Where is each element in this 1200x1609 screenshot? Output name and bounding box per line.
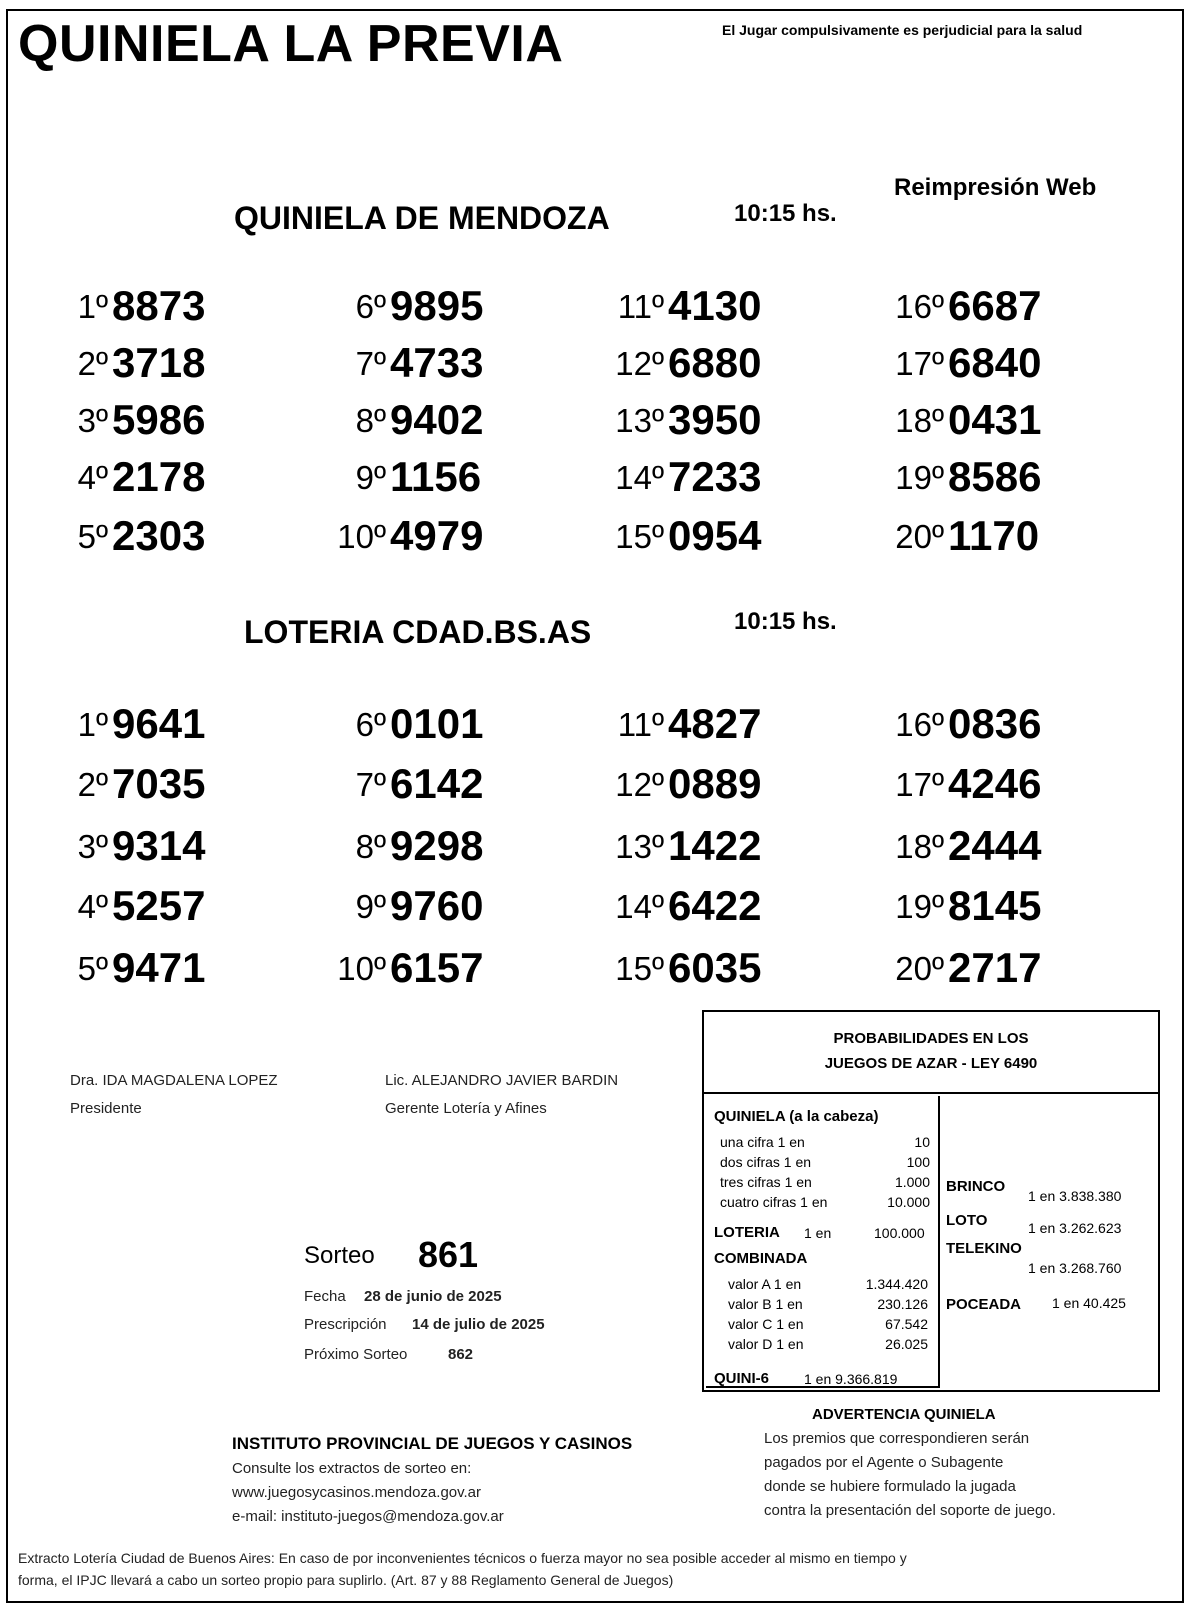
prescripcion-value: 14 de julio de 2025 bbox=[412, 1316, 545, 1333]
prob-row-value: 1.000 bbox=[894, 1174, 930, 1190]
result-number: 9895 bbox=[390, 282, 484, 329]
prob-row-value: 1.344.420 bbox=[865, 1276, 928, 1292]
result-position: 4º bbox=[77, 888, 108, 925]
result-position: 13º bbox=[615, 402, 664, 439]
result-cell bbox=[32, 822, 272, 869]
result-number: 4979 bbox=[390, 512, 484, 559]
prob-row-value: 26.025 bbox=[885, 1336, 928, 1352]
result-position: 2º bbox=[77, 345, 108, 382]
probabilities-header bbox=[704, 1012, 1158, 1094]
result-position: 19º bbox=[895, 888, 944, 925]
result-cell bbox=[868, 282, 1108, 329]
mendoza-title: QUINIELA DE MENDOZA bbox=[234, 200, 610, 236]
result-number: 0101 bbox=[390, 700, 484, 747]
result-position: 20º bbox=[895, 518, 944, 555]
result-cell bbox=[868, 882, 1108, 929]
prob-row-value: 230.126 bbox=[877, 1296, 928, 1312]
institute-email: e-mail: instituto-juegos@mendoza.gov.ar bbox=[232, 1508, 504, 1525]
result-number: 1170 bbox=[948, 512, 1040, 559]
result-cell bbox=[588, 700, 828, 747]
result-number: 9402 bbox=[390, 396, 484, 443]
result-cell bbox=[32, 282, 272, 329]
result-cell bbox=[32, 882, 272, 929]
result-number: 6687 bbox=[948, 282, 1042, 329]
result-position: 3º bbox=[77, 402, 108, 439]
result-cell bbox=[868, 453, 1108, 500]
loto-prob-value: 1 en 3.262.623 bbox=[1028, 1220, 1122, 1236]
sorteo-label: Sorteo bbox=[304, 1242, 375, 1269]
result-cell bbox=[588, 282, 828, 329]
result-position: 9º bbox=[355, 888, 386, 925]
poceada-prob-label: POCEADA bbox=[946, 1296, 1022, 1313]
result-cell bbox=[32, 396, 272, 443]
poceada-prob-value: 1 en 40.425 bbox=[1052, 1295, 1126, 1311]
result-number: 0836 bbox=[948, 700, 1042, 747]
result-position: 20º bbox=[895, 950, 944, 987]
result-position: 7º bbox=[355, 345, 386, 382]
result-position: 18º bbox=[895, 402, 944, 439]
result-cell bbox=[868, 822, 1108, 869]
result-position: 18º bbox=[895, 828, 944, 865]
result-cell bbox=[310, 396, 550, 443]
result-position: 5º bbox=[77, 518, 108, 555]
result-number: 6157 bbox=[390, 944, 484, 991]
result-position: 17º bbox=[895, 345, 944, 382]
proximo-value: 862 bbox=[448, 1346, 474, 1363]
institute-consult-line: Consulte los extractos de sorteo en: bbox=[232, 1460, 472, 1477]
reprint-label: Reimpresión Web bbox=[894, 174, 1097, 201]
fecha-label: Fecha bbox=[304, 1288, 346, 1305]
result-number: 9314 bbox=[112, 822, 206, 869]
result-number: 2178 bbox=[112, 453, 206, 500]
result-cell bbox=[310, 339, 550, 386]
result-number: 0431 bbox=[948, 396, 1042, 443]
telekino-prob-label: TELEKINO bbox=[946, 1240, 1022, 1257]
result-position: 9º bbox=[355, 459, 386, 496]
result-position: 6º bbox=[355, 288, 386, 325]
signature-right-role: Gerente Lotería y Afines bbox=[385, 1100, 547, 1117]
result-cell bbox=[32, 453, 272, 500]
result-number: 5257 bbox=[112, 882, 206, 929]
result-position: 11º bbox=[617, 288, 664, 325]
mendoza-time: 10:15 hs. bbox=[734, 200, 837, 227]
result-cell bbox=[868, 512, 1108, 559]
result-cell bbox=[310, 700, 550, 747]
result-number: 1156 bbox=[390, 453, 482, 500]
result-position: 19º bbox=[895, 459, 944, 496]
result-number: 6142 bbox=[390, 760, 484, 807]
prob-row-value: 100 bbox=[906, 1154, 930, 1170]
advertencia-title: ADVERTENCIA QUINIELA bbox=[812, 1406, 996, 1423]
prob-row-label: valor D 1 en bbox=[728, 1336, 804, 1352]
result-number: 0954 bbox=[668, 512, 762, 559]
result-position: 12º bbox=[615, 766, 664, 803]
result-number: 9471 bbox=[112, 944, 206, 991]
result-number: 9298 bbox=[390, 822, 484, 869]
telekino-prob-value: 1 en 3.268.760 bbox=[1028, 1260, 1122, 1276]
prob-row-value: 67.542 bbox=[885, 1316, 928, 1332]
result-position: 14º bbox=[615, 459, 664, 496]
result-number: 9641 bbox=[112, 700, 206, 747]
result-cell bbox=[588, 760, 828, 807]
result-number: 9760 bbox=[390, 882, 484, 929]
result-cell bbox=[310, 512, 550, 559]
result-cell bbox=[310, 282, 550, 329]
result-position: 3º bbox=[77, 828, 108, 865]
result-number: 6880 bbox=[668, 339, 762, 386]
result-cell bbox=[310, 760, 550, 807]
institute-name: INSTITUTO PROVINCIAL DE JUEGOS Y CASINOS bbox=[232, 1434, 633, 1453]
loto-prob-label: LOTO bbox=[946, 1212, 988, 1229]
advertencia-line: Los premios que correspondieren serán bbox=[764, 1430, 1030, 1447]
probabilities-title-2: JUEGOS DE AZAR - LEY 6490 bbox=[824, 1055, 1038, 1072]
result-cell bbox=[32, 339, 272, 386]
result-position: 1º bbox=[77, 288, 108, 325]
result-cell bbox=[32, 512, 272, 559]
prob-row-label: valor C 1 en bbox=[728, 1316, 804, 1332]
result-cell bbox=[868, 944, 1108, 991]
result-number: 6035 bbox=[668, 944, 762, 991]
result-number: 2444 bbox=[948, 822, 1042, 869]
brinco-prob-value: 1 en 3.838.380 bbox=[1028, 1188, 1122, 1204]
result-position: 13º bbox=[615, 828, 664, 865]
result-number: 1422 bbox=[668, 822, 762, 869]
result-position: 2º bbox=[77, 766, 108, 803]
sorteo-number: 861 bbox=[418, 1234, 479, 1275]
loteria-prob-value: 100.000 bbox=[874, 1225, 925, 1241]
proximo-label: Próximo Sorteo bbox=[304, 1346, 408, 1363]
result-cell bbox=[310, 882, 550, 929]
result-position: 15º bbox=[615, 950, 664, 987]
prob-row-label: dos cifras 1 en bbox=[720, 1154, 812, 1170]
result-cell bbox=[32, 700, 272, 747]
prob-row-label: valor B 1 en bbox=[728, 1296, 803, 1312]
result-number: 5986 bbox=[112, 396, 206, 443]
page-title: QUINIELA LA PREVIA bbox=[18, 15, 564, 73]
result-cell bbox=[588, 882, 828, 929]
result-position: 16º bbox=[895, 706, 944, 743]
result-number: 2717 bbox=[948, 944, 1042, 991]
signature-right-name: Lic. ALEJANDRO JAVIER BARDIN bbox=[385, 1072, 619, 1089]
result-number: 4827 bbox=[668, 700, 762, 747]
result-number: 4733 bbox=[390, 339, 484, 386]
bsas-time: 10:15 hs. bbox=[734, 608, 837, 635]
result-cell bbox=[868, 396, 1108, 443]
result-number: 0889 bbox=[668, 760, 762, 807]
result-cell bbox=[588, 512, 828, 559]
loteria-prob-mid: 1 en bbox=[804, 1225, 832, 1241]
signature-left-role: Presidente bbox=[70, 1100, 142, 1117]
result-number: 2303 bbox=[112, 512, 206, 559]
health-warning: El Jugar compulsivamente es perjudicial para la salud bbox=[722, 22, 1083, 38]
result-number: 8145 bbox=[948, 882, 1042, 929]
prob-row-label: cuatro cifras 1 en bbox=[720, 1194, 828, 1210]
fecha-value: 28 de junio de 2025 bbox=[364, 1288, 502, 1305]
brinco-prob-label: BRINCO bbox=[946, 1178, 1006, 1195]
result-number: 8873 bbox=[112, 282, 206, 329]
prob-row-value: 10.000 bbox=[887, 1194, 930, 1210]
result-position: 7º bbox=[355, 766, 386, 803]
quini6-prob-value: 1 en 9.366.819 bbox=[804, 1371, 898, 1387]
bsas-title: LOTERIA CDAD.BS.AS bbox=[244, 614, 592, 650]
result-number: 3718 bbox=[112, 339, 206, 386]
result-position: 11º bbox=[617, 706, 664, 743]
combinada-prob-label: COMBINADA bbox=[714, 1250, 808, 1267]
result-position: 15º bbox=[615, 518, 664, 555]
footer-note-line-2: forma, el IPJC llevará a cabo un sorteo propio para suplirlo. (Art. 87 y 88 Reglamento General de Juegos) bbox=[18, 1572, 674, 1588]
result-cell bbox=[310, 453, 550, 500]
result-position: 8º bbox=[355, 402, 386, 439]
result-number: 6840 bbox=[948, 339, 1042, 386]
result-number: 6422 bbox=[668, 882, 762, 929]
result-cell bbox=[588, 396, 828, 443]
prob-row-label: una cifra 1 en bbox=[720, 1134, 805, 1150]
probabilities-title-1: PROBABILIDADES EN LOS bbox=[833, 1030, 1029, 1047]
result-cell bbox=[868, 700, 1108, 747]
result-number: 3950 bbox=[668, 396, 762, 443]
prob-row-label: tres cifras 1 en bbox=[720, 1174, 812, 1190]
quiniela-prob-label: QUINIELA (a la cabeza) bbox=[714, 1108, 879, 1125]
result-position: 8º bbox=[355, 828, 386, 865]
result-cell bbox=[588, 822, 828, 869]
result-cell bbox=[310, 822, 550, 869]
result-position: 4º bbox=[77, 459, 108, 496]
result-number: 4130 bbox=[668, 282, 762, 329]
result-position: 17º bbox=[895, 766, 944, 803]
result-position: 6º bbox=[355, 706, 386, 743]
prescripcion-label: Prescripción bbox=[304, 1316, 387, 1333]
result-position: 1º bbox=[77, 706, 108, 743]
advertencia-line: donde se hubiere formulado la jugada bbox=[764, 1478, 1016, 1495]
result-number: 8586 bbox=[948, 453, 1042, 500]
result-number: 4246 bbox=[948, 760, 1042, 807]
prob-row-value: 10 bbox=[914, 1134, 930, 1150]
footer-note-line-1: Extracto Lotería Ciudad de Buenos Aires: En caso de por inconvenientes técnicos o fuerza mayor no sea posible acceder al mismo en tiempo y bbox=[18, 1550, 907, 1566]
result-cell bbox=[588, 453, 828, 500]
advertencia-line: contra la presentación del soporte de juego. bbox=[764, 1502, 1056, 1519]
result-position: 5º bbox=[77, 950, 108, 987]
signature-left-name: Dra. IDA MAGDALENA LOPEZ bbox=[70, 1072, 278, 1089]
result-position: 10º bbox=[337, 518, 386, 555]
loteria-prob-label: LOTERIA bbox=[714, 1224, 780, 1241]
result-number: 7035 bbox=[112, 760, 206, 807]
result-cell bbox=[32, 944, 272, 991]
result-position: 16º bbox=[895, 288, 944, 325]
prob-row-label: valor A 1 en bbox=[728, 1276, 802, 1292]
result-cell bbox=[588, 339, 828, 386]
quini6-prob-label: QUINI-6 bbox=[714, 1370, 770, 1387]
result-cell bbox=[310, 944, 550, 991]
result-position: 10º bbox=[337, 950, 386, 987]
result-cell bbox=[32, 760, 272, 807]
result-position: 12º bbox=[615, 345, 664, 382]
result-cell bbox=[868, 339, 1108, 386]
result-cell bbox=[868, 760, 1108, 807]
result-position: 14º bbox=[615, 888, 664, 925]
institute-website: www.juegosycasinos.mendoza.gov.ar bbox=[232, 1484, 482, 1501]
result-number: 7233 bbox=[668, 453, 762, 500]
result-cell bbox=[588, 944, 828, 991]
advertencia-line: pagados por el Agente o Subagente bbox=[764, 1454, 1004, 1471]
